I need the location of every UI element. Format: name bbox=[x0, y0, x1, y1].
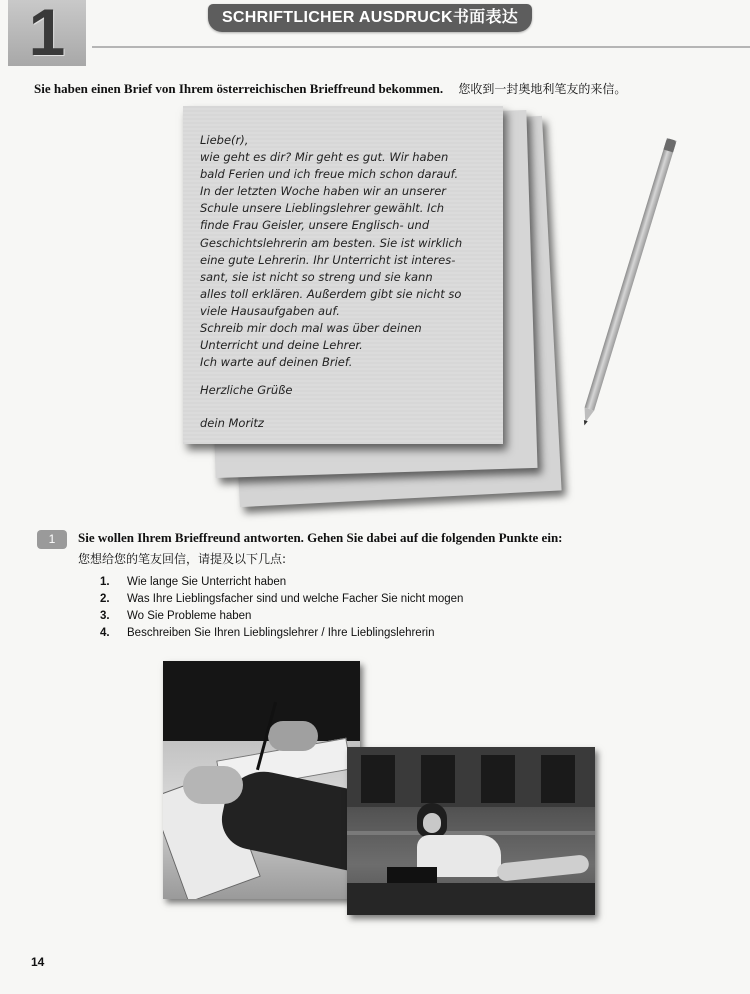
letter-line: In der letzten Woche haben wir an unserer bbox=[200, 184, 446, 199]
photo-student-reading bbox=[347, 747, 595, 915]
intro-text bbox=[34, 80, 734, 97]
header-divider bbox=[92, 46, 750, 48]
letter-line: Schreib mir doch mal was über deinen bbox=[200, 321, 422, 336]
letter-closing: Herzliche Grüße bbox=[200, 383, 293, 398]
pencil-icon bbox=[585, 138, 677, 411]
letter-text bbox=[200, 132, 490, 433]
letter-spacer bbox=[200, 399, 490, 415]
photo-student-face bbox=[423, 813, 441, 833]
task-instruction-chinese: 您想给您的笔友回信，请提及以下几点: bbox=[78, 552, 287, 566]
page-number: 14 bbox=[31, 955, 45, 969]
point-text: Wie lange Sie Unterricht haben bbox=[127, 576, 287, 588]
task-number-badge: 1 bbox=[37, 530, 67, 549]
list-item bbox=[100, 625, 463, 642]
point-number: 4. bbox=[100, 627, 110, 639]
letter-line: Schule unsere Lieblingslehrer gewählt. Ich bbox=[200, 201, 445, 216]
point-number: 3. bbox=[100, 610, 110, 622]
photo-student-legs bbox=[496, 854, 589, 882]
section-title: SCHRIFTLICHER AUSDRUCK书面表达 bbox=[221, 9, 519, 26]
intro-chinese: 您收到一封奥地利笔友的来信。 bbox=[458, 82, 627, 96]
point-text: Wo Sie Probleme haben bbox=[127, 610, 252, 622]
letter-line: viele Hausaufgaben auf. bbox=[200, 303, 340, 318]
intro-german: Sie haben einen Brief von Ihrem österreichischen Brieffreund bekommen. bbox=[34, 81, 444, 96]
letter-line: sant, sie ist nicht so streng und sie kann bbox=[200, 269, 433, 284]
unit-number: 1 bbox=[28, 0, 66, 69]
pencil-lead bbox=[582, 420, 587, 426]
letter-line: finde Frau Geisler, unsere Englisch- und bbox=[200, 218, 430, 233]
letter-line: Unterricht und deine Lehrer. bbox=[200, 338, 363, 353]
photo-hand bbox=[268, 721, 318, 751]
letter-line: eine gute Lehrerin. Ihr Unterricht ist interes- bbox=[200, 252, 456, 267]
letter-line: wie geht es dir? Mir geht es gut. Wir haben bbox=[200, 150, 449, 165]
photo-window bbox=[481, 755, 515, 803]
photo-window bbox=[421, 755, 455, 803]
photo-writing-hands bbox=[163, 661, 360, 899]
photo-background bbox=[163, 661, 360, 741]
photo-book bbox=[387, 867, 437, 883]
photo-hand bbox=[183, 766, 243, 804]
letter-line: alles toll erklären. Außerdem gibt sie nicht so bbox=[200, 286, 462, 301]
photo-ground bbox=[347, 883, 595, 915]
letter-spacer bbox=[200, 371, 490, 382]
letter-line: bald Ferien und ich freue mich schon darauf. bbox=[200, 167, 459, 182]
letter-signature: dein Moritz bbox=[200, 416, 264, 431]
unit-number-box bbox=[8, 0, 86, 69]
section-header bbox=[208, 4, 532, 32]
photo-building-wall bbox=[347, 747, 595, 807]
letter-line: Ich warte auf deinen Brief. bbox=[200, 355, 353, 370]
point-number: 1. bbox=[100, 576, 110, 588]
list-item bbox=[100, 591, 463, 608]
pencil-cap bbox=[663, 138, 676, 152]
task-points-list bbox=[100, 574, 463, 642]
point-number: 2. bbox=[100, 593, 110, 605]
photo-window bbox=[361, 755, 395, 803]
letter-line: Geschichtslehrerin am besten. Sie ist wirklich bbox=[200, 235, 463, 250]
list-item bbox=[100, 608, 463, 625]
point-text: Was Ihre Lieblingsfacher sind und welche Facher Sie nicht mogen bbox=[127, 593, 464, 605]
list-item bbox=[100, 574, 463, 591]
photo-window bbox=[541, 755, 575, 803]
task-instruction-german: Sie wollen Ihrem Brieffreund antworten. Gehen Sie dabei auf die folgenden Punkte ein: bbox=[78, 530, 563, 545]
point-text: Beschreiben Sie Ihren Lieblingslehrer / Ihre Lieblingslehrerin bbox=[127, 627, 435, 639]
letter-salutation: Liebe(r), bbox=[200, 133, 249, 147]
